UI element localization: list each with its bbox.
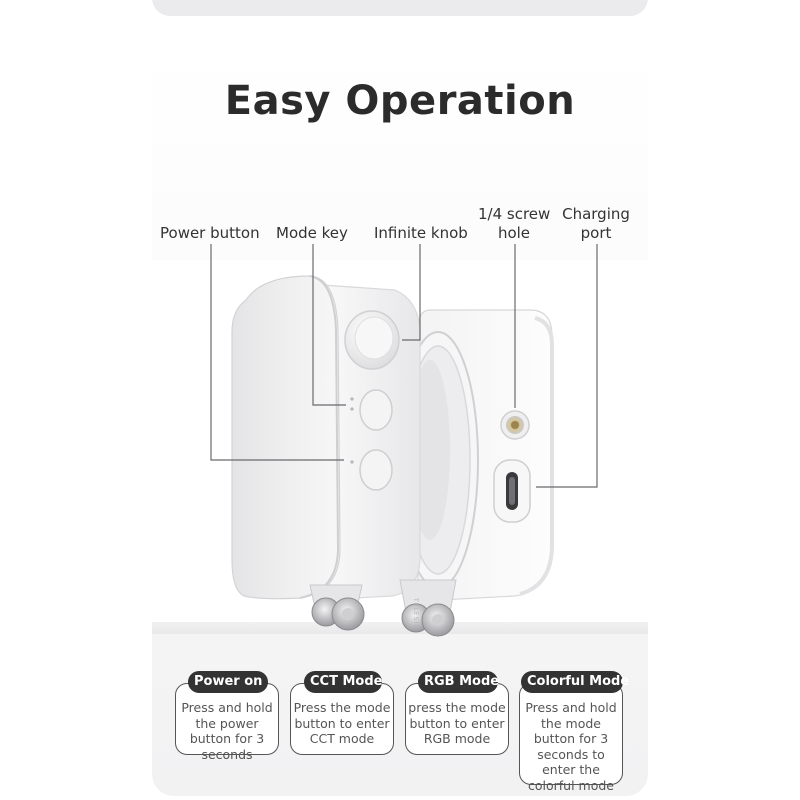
callout-charging-port-line2: port xyxy=(580,224,612,242)
mode-key-dot-2 xyxy=(350,407,353,410)
callout-screw-hole-line1: 1/4 screw xyxy=(478,205,551,223)
front-wheel-hub xyxy=(342,608,354,620)
mode-pill-rgb: RGB Mode xyxy=(418,671,498,693)
mode-pill-colorful: Colorful Mode xyxy=(521,671,623,693)
charging-port-pins xyxy=(509,477,515,505)
light-panel xyxy=(232,276,340,599)
power-button xyxy=(360,450,392,490)
stand-brand-text: TELESIN xyxy=(412,598,419,630)
shelf-edge xyxy=(152,622,648,634)
screw-hole-thread xyxy=(511,421,519,429)
callout-infinite-knob: Infinite knob xyxy=(374,224,468,242)
callout-charging-port-line1: Charging xyxy=(562,205,630,223)
infinite-knob-top xyxy=(355,317,393,359)
mode-key xyxy=(360,390,392,430)
callout-mode-key: Mode key xyxy=(276,224,348,242)
mode-pill-cct: CCT Mode xyxy=(304,671,382,693)
mode-card-rgb: press the mode button to enter RGB mode xyxy=(405,683,509,755)
callout-screw-hole-line2: hole xyxy=(497,224,531,242)
callout-power-button: Power button xyxy=(160,224,260,242)
mode-card-power-on: Press and hold the power button for 3 seconds xyxy=(175,683,279,755)
mode-card-cct: Press the mode button to enter CCT mode xyxy=(290,683,394,755)
page-title: Easy Operation xyxy=(224,78,576,124)
mode-card-colorful: Press and hold the mode button for 3 seconds to enter the colorful mode xyxy=(519,683,623,785)
mode-key-dot-1 xyxy=(350,397,353,400)
power-button-dot xyxy=(350,460,353,463)
rear-wheel-hub xyxy=(432,614,444,626)
mode-pill-power-on: Power on xyxy=(188,671,268,693)
